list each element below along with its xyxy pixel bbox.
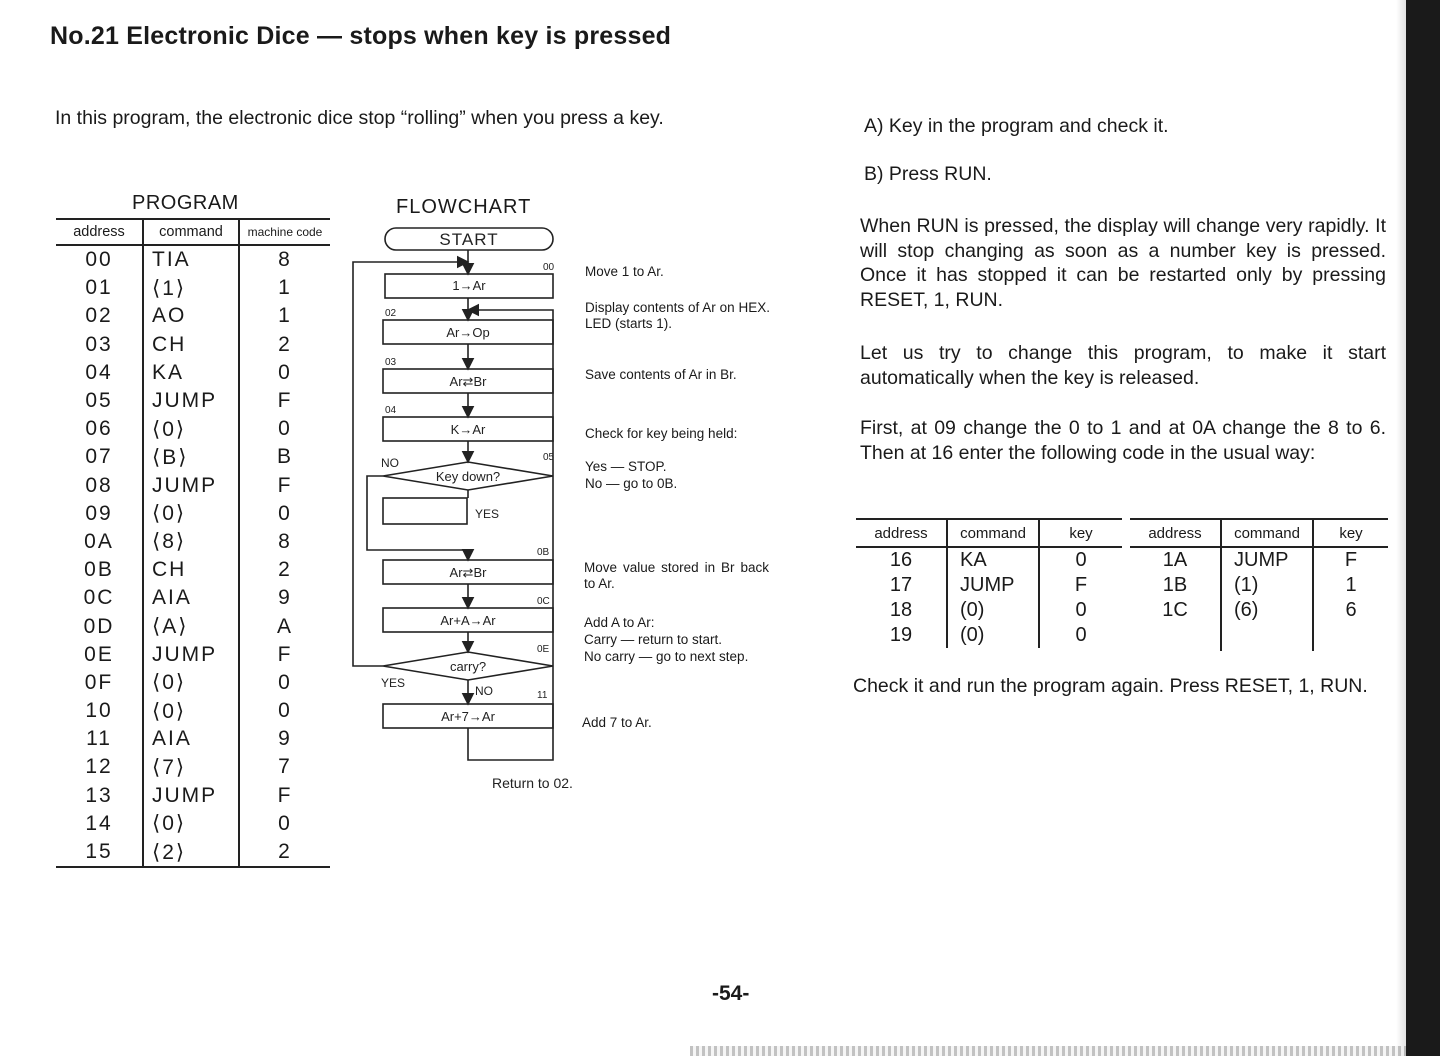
header-machine-code: machine code bbox=[239, 219, 330, 245]
table-row bbox=[56, 245, 330, 274]
note-carry: Carry — return to start. bbox=[584, 632, 723, 647]
step-label-4: K→Ar bbox=[450, 422, 486, 437]
cell-address: 01 bbox=[85, 276, 113, 300]
cell-command: KA bbox=[947, 547, 1039, 573]
code-rows-right bbox=[1130, 547, 1388, 651]
flowchart-heading: FLOWCHART bbox=[396, 196, 532, 218]
spacer-cell bbox=[1313, 623, 1388, 651]
flow-address-04: 04 bbox=[385, 405, 397, 416]
cell-key: 0 bbox=[1039, 623, 1122, 648]
table-row bbox=[1130, 598, 1388, 623]
decision-label-key-down: Key down? bbox=[435, 469, 501, 484]
note-check-key: Check for key being held: bbox=[585, 426, 738, 441]
cell-machine-code: 1 bbox=[239, 302, 330, 330]
flow-address-0E: 0E bbox=[537, 644, 550, 655]
label-no-2: NO bbox=[475, 684, 493, 698]
table-row bbox=[856, 573, 1122, 598]
cell-command: ⟨0⟩ bbox=[143, 669, 239, 697]
table-row bbox=[1130, 547, 1388, 573]
code-header-key: key bbox=[1313, 519, 1388, 547]
step-label-9: Ar+7→Ar bbox=[441, 709, 495, 724]
note-no-carry: No carry — go to next step. bbox=[584, 649, 749, 664]
cell-address: 1B bbox=[1162, 574, 1188, 596]
cell-key: 0 bbox=[1039, 547, 1122, 573]
flow-address-0B: 0B bbox=[537, 547, 550, 558]
cell-address: 00 bbox=[85, 248, 113, 272]
code-header-address: address bbox=[1130, 519, 1221, 547]
cell-command: ⟨7⟩ bbox=[143, 753, 239, 781]
cell-address: 1C bbox=[1162, 599, 1188, 621]
code-rows-left bbox=[856, 547, 1122, 648]
step-label-6: Ar⇄Br bbox=[449, 565, 487, 580]
cell-address: 09 bbox=[85, 501, 113, 525]
cell-address: 14 bbox=[85, 811, 113, 835]
start-label: START bbox=[439, 230, 499, 249]
table-row bbox=[56, 359, 330, 387]
cell-command: ⟨B⟩ bbox=[143, 443, 239, 471]
cell-command: AO bbox=[143, 302, 239, 330]
table-row bbox=[56, 725, 330, 753]
label-no-1: NO bbox=[381, 456, 399, 470]
cell-machine-code: F bbox=[239, 782, 330, 810]
step-b: B) Press RUN. bbox=[864, 163, 992, 185]
table-row bbox=[56, 753, 330, 781]
cell-command: ⟨0⟩ bbox=[143, 697, 239, 725]
cell-machine-code: 0 bbox=[239, 500, 330, 528]
cell-command: ⟨8⟩ bbox=[143, 528, 239, 556]
cell-address: 15 bbox=[56, 838, 143, 867]
table-row bbox=[856, 598, 1122, 623]
cell-machine-code: 0 bbox=[239, 359, 330, 387]
note-move-back: Move value stored in Br back to Ar. bbox=[584, 560, 769, 591]
code-header-address: address bbox=[856, 519, 947, 547]
cell-key: 0 bbox=[1039, 598, 1122, 623]
cell-command: ⟨0⟩ bbox=[143, 415, 239, 443]
cell-command: (6) bbox=[1221, 598, 1313, 623]
table-row bbox=[56, 612, 330, 640]
code-header-command: command bbox=[947, 519, 1039, 547]
cell-address: 19 bbox=[889, 624, 913, 646]
header-address: address bbox=[56, 219, 143, 245]
cell-address: 10 bbox=[85, 699, 113, 723]
paragraph-change: Let us try to change this program, to make it start automatically when the key is released. bbox=[860, 342, 1386, 389]
page-edge bbox=[1406, 0, 1440, 1056]
cell-command: JUMP bbox=[947, 573, 1039, 598]
cell-address: 16 bbox=[889, 549, 913, 571]
table-row bbox=[56, 528, 330, 556]
table-row bbox=[56, 641, 330, 669]
flow-address-00: 00 bbox=[543, 262, 555, 273]
code-header-key: key bbox=[1039, 519, 1122, 547]
cell-command: JUMP bbox=[143, 641, 239, 669]
cell-machine-code: 7 bbox=[239, 753, 330, 781]
cell-machine-code: F bbox=[239, 641, 330, 669]
table-row bbox=[56, 443, 330, 471]
cell-command: JUMP bbox=[143, 472, 239, 500]
cell-address: 0A bbox=[84, 529, 114, 553]
cell-command: AIA bbox=[143, 725, 239, 753]
cell-key: 1 bbox=[1313, 573, 1388, 598]
table-row bbox=[56, 472, 330, 500]
cell-command: JUMP bbox=[143, 387, 239, 415]
cell-key: 6 bbox=[1313, 598, 1388, 623]
code-table-right bbox=[1130, 518, 1388, 651]
table-row bbox=[1130, 573, 1388, 598]
cell-address: 0B bbox=[84, 558, 114, 582]
cell-command: (1) bbox=[1221, 573, 1313, 598]
flow-address-05: 05 bbox=[543, 452, 555, 463]
cell-command: ⟨0⟩ bbox=[143, 810, 239, 838]
paragraph-check: Check it and run the program again. Press RESET, 1, RUN. bbox=[853, 675, 1368, 697]
cell-machine-code: B bbox=[239, 443, 330, 471]
cell-machine-code: 8 bbox=[239, 245, 330, 274]
table-row bbox=[56, 584, 330, 612]
spacer-cell bbox=[1130, 623, 1221, 651]
note-add-7: Add 7 to Ar. bbox=[582, 715, 652, 730]
flow-address-03: 03 bbox=[385, 357, 397, 368]
cell-command: JUMP bbox=[143, 782, 239, 810]
cell-address: 06 bbox=[85, 417, 113, 441]
paragraph-first: First, at 09 change the 0 to 1 and at 0A change the 8 to 6. Then at 16 enter the following code in the usual way: bbox=[860, 417, 1386, 464]
note-add-a: Add A to Ar: bbox=[584, 615, 655, 630]
table-row bbox=[56, 302, 330, 330]
flow-address-0C: 0C bbox=[537, 596, 550, 607]
cell-command: CH bbox=[143, 331, 239, 359]
table-row bbox=[856, 547, 1122, 573]
note-no-go: No — go to 0B. bbox=[585, 476, 678, 491]
table-row bbox=[56, 697, 330, 725]
flowchart bbox=[345, 220, 585, 800]
step-label-7: Ar+A→Ar bbox=[440, 613, 496, 628]
table-row bbox=[56, 838, 330, 867]
table-row bbox=[56, 782, 330, 810]
table-row bbox=[56, 556, 330, 584]
cell-machine-code: 1 bbox=[239, 274, 330, 302]
cell-address: 11 bbox=[86, 727, 112, 751]
cell-address: 13 bbox=[85, 783, 113, 807]
cell-command: (0) bbox=[947, 598, 1039, 623]
cell-command: JUMP bbox=[1221, 547, 1313, 573]
cell-address: 07 bbox=[85, 445, 113, 469]
cell-machine-code: 0 bbox=[239, 697, 330, 725]
cell-key: F bbox=[1039, 573, 1122, 598]
cell-command: TIA bbox=[143, 245, 239, 274]
program-heading: PROGRAM bbox=[132, 192, 239, 214]
return-label: Return to 02. bbox=[492, 775, 573, 791]
cell-machine-code: 2 bbox=[239, 331, 330, 359]
table-row bbox=[56, 415, 330, 443]
table-row bbox=[56, 387, 330, 415]
cell-machine-code: F bbox=[239, 387, 330, 415]
cell-address: 02 bbox=[85, 304, 113, 328]
cell-machine-code: 0 bbox=[239, 415, 330, 443]
header-command: command bbox=[143, 219, 239, 245]
note-display: Display contents of Ar on HEX. LED (starts 1). bbox=[585, 300, 770, 331]
step-label-3: Ar⇄Br bbox=[449, 374, 487, 389]
step-label-1: 1→Ar bbox=[452, 278, 486, 293]
cell-machine-code: F bbox=[239, 472, 330, 500]
table-spacer-row bbox=[1130, 623, 1388, 651]
page-title: No.21 Electronic Dice — stops when key is pressed bbox=[50, 22, 672, 50]
table-row bbox=[56, 810, 330, 838]
cell-address: 0F bbox=[84, 670, 114, 694]
cell-command: AIA bbox=[143, 584, 239, 612]
wait-box bbox=[383, 498, 467, 524]
spacer-cell bbox=[1221, 623, 1313, 651]
cell-machine-code: 0 bbox=[239, 810, 330, 838]
cell-address: 0E bbox=[84, 642, 114, 666]
cell-command: CH bbox=[143, 556, 239, 584]
flow-address-11: 11 bbox=[537, 690, 548, 701]
note-save: Save contents of Ar in Br. bbox=[585, 367, 737, 382]
code-header-command: command bbox=[1221, 519, 1313, 547]
cell-address: 04 bbox=[85, 360, 113, 384]
decision-label-carry: carry? bbox=[449, 659, 487, 674]
note-yes-stop: Yes — STOP. bbox=[585, 459, 667, 474]
cell-command: (0) bbox=[947, 623, 1039, 648]
cell-command: ⟨0⟩ bbox=[143, 500, 239, 528]
cell-machine-code: 8 bbox=[239, 528, 330, 556]
cell-address: 18 bbox=[889, 599, 913, 621]
cell-address: 08 bbox=[85, 473, 113, 497]
step-label-2: Ar→Op bbox=[446, 325, 490, 340]
code-table-left bbox=[856, 518, 1122, 648]
cell-machine-code: 9 bbox=[239, 584, 330, 612]
flow-address-02: 02 bbox=[385, 308, 397, 319]
cell-address: 0D bbox=[83, 614, 115, 638]
cell-key: F bbox=[1313, 547, 1388, 573]
cell-address: 17 bbox=[889, 574, 913, 596]
cell-machine-code: 9 bbox=[239, 725, 330, 753]
cell-command: KA bbox=[143, 359, 239, 387]
cell-address: 0C bbox=[83, 586, 115, 610]
label-yes-1: YES bbox=[475, 507, 500, 521]
label-yes-2: YES bbox=[381, 676, 406, 690]
scan-shadow bbox=[690, 1046, 1406, 1056]
cell-machine-code: 2 bbox=[239, 556, 330, 584]
cell-machine-code: 0 bbox=[239, 669, 330, 697]
program-table bbox=[56, 218, 330, 868]
table-row bbox=[56, 669, 330, 697]
table-row bbox=[56, 274, 330, 302]
cell-machine-code: A bbox=[239, 612, 330, 640]
paragraph-run: When RUN is pressed, the display will change very rapidly. It will stop changing as soon as a number key is pressed. Once it has stopped it can be restarted only by pressing RESET, 1, RUN. bbox=[860, 215, 1386, 311]
table-row bbox=[56, 500, 330, 528]
cell-command: ⟨2⟩ bbox=[143, 838, 239, 867]
cell-address: 12 bbox=[85, 755, 113, 779]
program-rows bbox=[56, 245, 330, 867]
cell-machine-code: 2 bbox=[239, 838, 330, 867]
step-a: A) Key in the program and check it. bbox=[864, 115, 1169, 137]
cell-command: ⟨1⟩ bbox=[143, 274, 239, 302]
cell-address: 1A bbox=[1162, 549, 1188, 571]
note-move-1: Move 1 to Ar. bbox=[585, 264, 664, 279]
cell-command: ⟨A⟩ bbox=[143, 612, 239, 640]
cell-address: 03 bbox=[85, 332, 113, 356]
table-row bbox=[56, 331, 330, 359]
intro-paragraph: In this program, the electronic dice stop “rolling” when you press a key. bbox=[55, 107, 664, 129]
cell-address: 05 bbox=[85, 389, 113, 413]
page-number: -54- bbox=[712, 982, 750, 1005]
table-row bbox=[856, 623, 1122, 648]
